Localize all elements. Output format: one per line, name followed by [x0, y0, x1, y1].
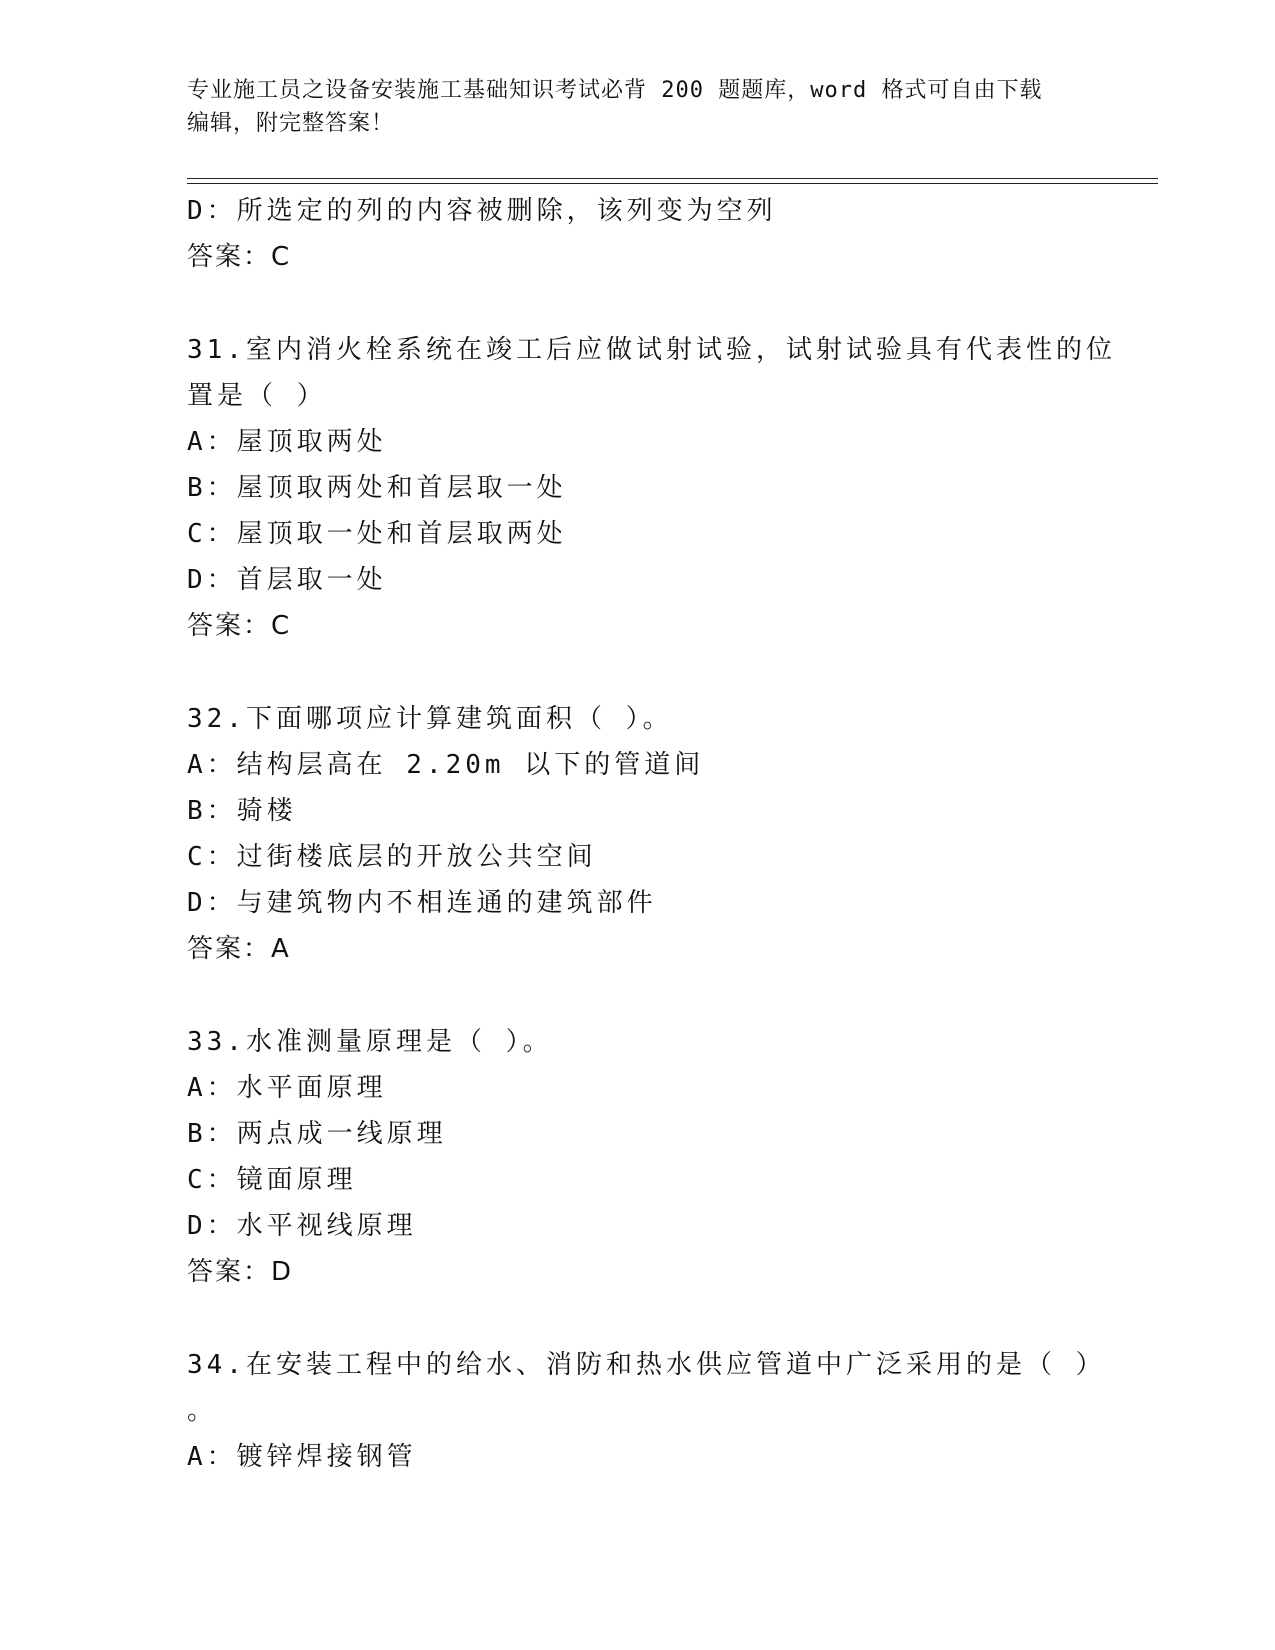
question-stem: 34.在安装工程中的给水、消防和热水供应管道中广泛采用的是（ ）: [187, 1350, 1106, 1380]
question-stem: 31.室内消火栓系统在竣工后应做试射试验，试射试验具有代表性的位: [187, 335, 1116, 365]
question-31: [187, 327, 1116, 649]
option-d: D：首层取一处: [187, 565, 387, 595]
header-rule-bottom: [187, 183, 1158, 184]
question-32: [187, 696, 1087, 972]
answer-text: 答案：C: [187, 242, 292, 272]
option-d: D：与建筑物内不相连通的建筑部件: [187, 888, 657, 918]
option-c: C：过街楼底层的开放公共空间: [187, 842, 597, 872]
header-title-line-2: 编辑，附完整答案！: [187, 111, 395, 136]
option-d: D：水平视线原理: [187, 1211, 417, 1241]
spacer: [187, 972, 1087, 1019]
header-title-line-1: 专业施工员之设备安装施工基础知识考试必背 200 题题库，word 格式可自由下载: [187, 78, 1043, 103]
answer-text: 答案：C: [187, 611, 292, 641]
option-a: A：水平面原理: [187, 1073, 387, 1103]
answer-text: 答案：A: [187, 934, 291, 964]
question-34: [187, 1342, 1106, 1480]
question-stem: 32.下面哪项应计算建筑面积（ ）。: [187, 704, 673, 734]
option-a: A：结构层高在 2.20m 以下的管道间: [187, 750, 705, 780]
option-d: D：所选定的列的内容被删除，该列变为空列: [187, 196, 777, 226]
document-header: [187, 74, 1087, 140]
question-stem-continued: 。: [187, 1396, 218, 1426]
previous-question-tail: [187, 188, 1087, 280]
question-33: [187, 1019, 1087, 1295]
option-c: C：镜面原理: [187, 1165, 357, 1195]
option-c: C：屋顶取一处和首层取两处: [187, 519, 567, 549]
option-b: B：屋顶取两处和首层取一处: [187, 473, 567, 503]
question-list: [187, 188, 1116, 1480]
option-a: A：屋顶取两处: [187, 427, 387, 457]
header-rule-top: [187, 178, 1158, 179]
question-stem: 33.水准测量原理是（ ）。: [187, 1027, 553, 1057]
option-b: B：骑楼: [187, 796, 297, 826]
option-b: B：两点成一线原理: [187, 1119, 447, 1149]
spacer: [187, 1295, 1087, 1342]
answer-text: 答案：D: [187, 1257, 294, 1287]
option-a: A：镀锌焊接钢管: [187, 1442, 417, 1472]
spacer: [187, 649, 1087, 696]
question-stem-continued: 置是（ ）: [187, 381, 327, 411]
spacer: [187, 280, 1087, 327]
